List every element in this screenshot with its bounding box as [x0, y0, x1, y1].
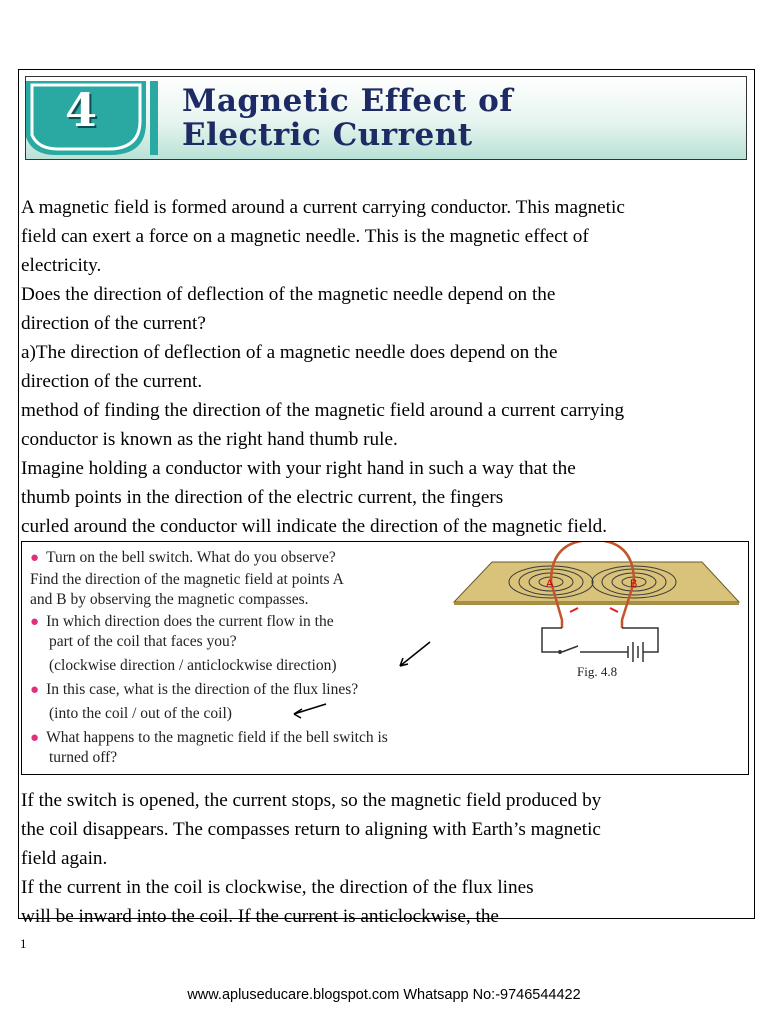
coil-diagram: [22, 542, 748, 774]
intro-text: [21, 193, 754, 541]
text-line: If the switch is opened, the current stops, so the magnetic field produced by: [21, 790, 602, 811]
text-line: method of finding the direction of the magnetic field around a current carrying: [21, 400, 625, 421]
bullet-icon: ●: [30, 730, 40, 746]
switch-icon: [558, 650, 562, 654]
page-number: 1: [20, 936, 27, 951]
text-line: the coil disappears. The compasses return to aligning with Earth’s magnetic: [21, 819, 601, 840]
text-line: curled around the conductor will indicate the direction of the magnetic field.: [21, 516, 608, 537]
text-line: conductor is known as the right hand thumb rule.: [21, 429, 398, 450]
bullet-icon: ●: [30, 682, 40, 698]
question-2-cont: part of the coil that faces you?: [49, 633, 237, 650]
figure-box: [21, 541, 749, 775]
question-1-detail: Find the direction of the magnetic field at points A: [30, 571, 344, 588]
text-line: Imagine holding a conductor with your right hand in such a way that the: [21, 458, 576, 479]
conclusion-text: [21, 786, 754, 931]
question-1: ● Turn on the bell switch. What do you observe?: [30, 549, 336, 566]
question-2: ● In which direction does the current flow in the: [30, 613, 334, 630]
text-line: If the current in the coil is clockwise, the direction of the flux lines: [21, 877, 534, 898]
battery-icon: [628, 642, 643, 662]
text-line: direction of the current.: [21, 371, 203, 392]
question-3-options: (into the coil / out of the coil): [49, 705, 232, 722]
text-line: a)The direction of deflection of a magnetic needle does depend on the: [21, 342, 558, 363]
text-line: Does the direction of deflection of the magnetic needle depend on the: [21, 284, 556, 305]
bullet-icon: ●: [30, 550, 40, 566]
wooden-board: [454, 562, 739, 602]
footer-contact: www.apluseducare.blogspot.com Whatsapp No:-9746544422: [187, 987, 581, 1003]
point-b-label: B: [630, 578, 638, 590]
question-4: ● What happens to the magnetic field if the bell switch is: [30, 729, 388, 746]
text-line: direction of the current?: [21, 313, 206, 334]
chapter-banner: [25, 76, 747, 160]
chapter-title-line2: Electric Current: [182, 117, 473, 153]
arrow-icon: [400, 642, 430, 666]
text-line: will be inward into the coil. If the current is anticlockwise, the: [21, 906, 499, 927]
chapter-number: 4: [64, 83, 97, 137]
text-line: electricity.: [21, 255, 102, 276]
arrow-icon: [294, 704, 326, 714]
question-4-cont: turned off?: [49, 749, 118, 766]
question-3: ● In this case, what is the direction of the flux lines?: [30, 681, 359, 698]
text-line: field again.: [21, 848, 108, 869]
text-line: A magnetic field is formed around a current carrying conductor. This magnetic: [21, 197, 625, 218]
bullet-icon: ●: [30, 614, 40, 630]
text-line: thumb points in the direction of the electric current, the fingers: [21, 487, 504, 508]
point-a-label: A: [546, 578, 554, 590]
question-1-detail: and B by observing the magnetic compasses.: [30, 591, 309, 608]
text-line: field can exert a force on a magnetic needle. This is the magnetic effect of: [21, 226, 589, 247]
page-frame: [18, 69, 755, 927]
figure-caption: Fig. 4.8: [577, 664, 618, 679]
question-2-options: (clockwise direction / anticlockwise direction): [49, 657, 337, 674]
chapter-title-line1: Magnetic Effect of: [182, 83, 514, 119]
